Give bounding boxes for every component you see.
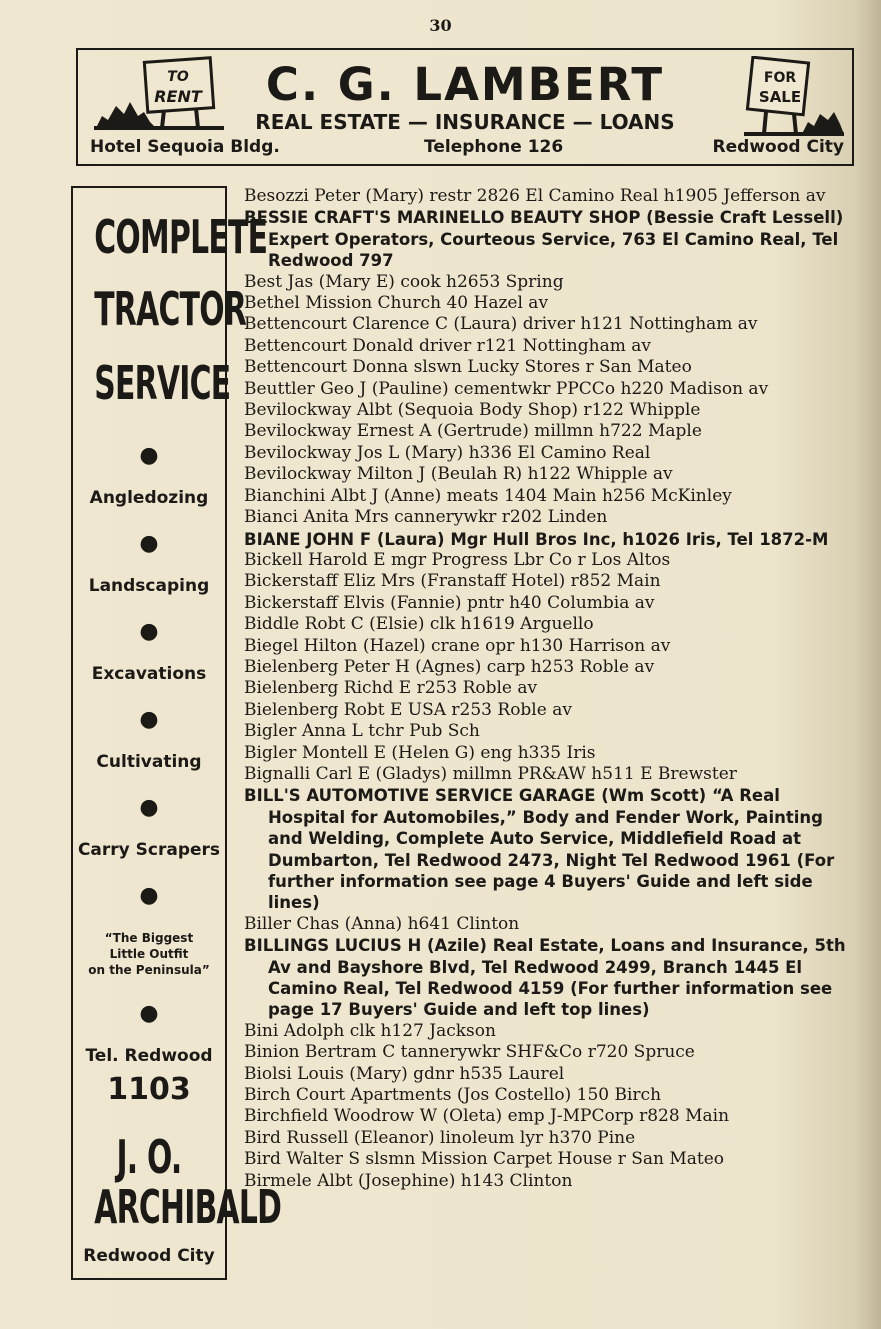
directory-entry: Biddle Robt C (Elsie) clk h1619 Arguello	[244, 614, 594, 635]
for-sale-sign-icon	[744, 56, 844, 138]
directory-entry: BILL'S AUTOMOTIVE SERVICE GARAGE (Wm Scott) “A Real Hospital for Automobiles,” Body and Fender Work, Painting and Welding, Complete Auto Service, Middlefield Road at Dumbarton, Tel Redwood 2473, Night Tel Redwood 1961 (For further information see page 4 Buyers' Guide and left side lines)	[244, 786, 835, 913]
ad-telephone: Telephone 126	[424, 137, 564, 157]
directory-entry: Birchfield Woodrow W (Oleta) emp J-MPCorp r828 Main	[244, 1106, 730, 1127]
directory-entry: Bickerstaff Eliz Mrs (Franstaff Hotel) r852 Main	[244, 571, 661, 592]
side-name-1: J. O.	[116, 1130, 182, 1184]
sign-right-line2: SALE	[758, 88, 802, 106]
sign-left-line1: TO	[167, 69, 189, 85]
directory-entry: Bevilockway Milton J (Beulah R) h122 Whipple av	[244, 464, 673, 485]
directory-entry: Birch Court Apartments (Jos Costello) 150 Birch	[244, 1085, 662, 1106]
bullet-icon: ●	[139, 619, 159, 644]
directory-listings	[244, 186, 854, 1192]
directory-entry: Bianchini Albt J (Anne) meats 1404 Main h256 McKinley	[244, 485, 732, 506]
directory-entry: Bird Walter S slsmn Mission Carpet House r San Mateo	[244, 1149, 725, 1170]
directory-entry: Biolsi Louis (Mary) gdnr h535 Laurel	[244, 1063, 565, 1084]
page-number: 30	[429, 16, 452, 35]
directory-entry: Bevilockway Ernest A (Gertrude) millmn h722 Maple	[244, 421, 702, 442]
directory-entry: Bettencourt Donald driver r121 Nottingham av	[244, 335, 651, 356]
side-name-2: ARCHIBALD	[94, 1180, 282, 1234]
directory-entry: Bini Adolph clk h127 Jackson	[244, 1020, 496, 1041]
lambert-header-ad	[76, 48, 854, 166]
directory-entry: Bevilockway Jos L (Mary) h336 El Camino Real	[244, 442, 651, 463]
side-quote-line: Little Outfit	[109, 947, 189, 961]
side-tel-number: 1103	[107, 1072, 191, 1107]
bullet-icon: ●	[139, 795, 159, 820]
side-headline-3: SERVICE	[94, 356, 231, 410]
directory-entry: Bielenberg Robt E USA r253 Roble av	[244, 699, 572, 720]
side-quote-line: “The Biggest	[104, 931, 194, 945]
side-quote-line: on the Peninsula”	[88, 963, 210, 977]
directory-entry: Bickell Harold E mgr Progress Lbr Co r Los Altos	[244, 549, 671, 570]
service-item: Landscaping	[88, 576, 210, 596]
ad-title: C. G. LAMBERT	[265, 58, 665, 111]
side-tel-label: Tel. Redwood	[85, 1046, 213, 1066]
service-item: Carry Scrapers	[77, 840, 221, 860]
directory-entry: Bielenberg Richd E r253 Roble av	[244, 678, 538, 699]
directory-entry: Best Jas (Mary E) cook h2653 Spring	[244, 271, 564, 292]
bullet-icon: ●	[139, 443, 159, 468]
directory-entry: Bignalli Carl E (Gladys) millmn PR&AW h511 E Brewster	[244, 763, 737, 784]
bullet-icon: ●	[139, 1001, 159, 1026]
side-city: Redwood City	[83, 1246, 215, 1266]
ad-subtitle: REAL ESTATE — INSURANCE — LOANS	[255, 110, 675, 134]
service-item: Excavations	[91, 664, 207, 684]
ad-address: Hotel Sequoia Bldg.	[90, 137, 280, 157]
directory-entry: Biegel Hilton (Hazel) crane opr h130 Harrison av	[244, 635, 671, 656]
sign-right-line1: FOR	[763, 70, 797, 86]
ad-city: Redwood City	[712, 137, 844, 157]
directory-entry: Bevilockway Albt (Sequoia Body Shop) r122 Whipple	[244, 400, 701, 421]
directory-entry: Bettencourt Donna slswn Lucky Stores r San Mateo	[244, 357, 692, 378]
directory-entry: Bettencourt Clarence C (Laura) driver h121 Nottingham av	[244, 314, 758, 335]
directory-entry: Bielenberg Peter H (Agnes) carp h253 Roble av	[244, 656, 655, 677]
side-headline-2: TRACTOR	[94, 282, 247, 336]
directory-entry: Birmele Albt (Josephine) h143 Clinton	[244, 1170, 573, 1191]
archibald-side-ad	[71, 186, 282, 1280]
directory-entry: BILLINGS LUCIUS H (Azile) Real Estate, Loans and Insurance, 5th Av and Bayshore Blvd, Tel Redwood 2499, Branch 1445 El Camino Real, Tel Redwood 4159 (For further information see page 17 Buyers' Guide and left top lines)	[244, 936, 846, 1020]
side-headline-1: COMPLETE	[94, 210, 268, 264]
directory-entry: Beuttler Geo J (Pauline) cementwkr PPCCo h220 Madison av	[244, 378, 769, 399]
directory-entry: Bigler Anna L tchr Pub Sch	[244, 721, 480, 742]
directory-entry: BIANE JOHN F (Laura) Mgr Hull Bros Inc, h1026 Iris, Tel 1872-M	[244, 529, 829, 549]
directory-entry: Bethel Mission Church 40 Hazel av	[244, 293, 549, 314]
directory-entry: Bickerstaff Elvis (Fannie) pntr h40 Columbia av	[244, 592, 655, 613]
service-item: Cultivating	[96, 752, 202, 772]
directory-entry: Bird Russell (Eleanor) linoleum lyr h370 Pine	[244, 1127, 636, 1148]
directory-entry: Bianci Anita Mrs cannerywkr r202 Linden	[244, 507, 608, 528]
bullet-icon: ●	[139, 707, 159, 732]
bullet-icon: ●	[139, 531, 159, 556]
directory-entry: Bigler Montell E (Helen G) eng h335 Iris	[244, 742, 596, 763]
directory-entry: Binion Bertram C tannerywkr SHF&Co r720 Spruce	[244, 1042, 695, 1063]
directory-entry: Besozzi Peter (Mary) restr 2826 El Camino Real h1905 Jefferson av	[244, 186, 826, 206]
sign-left-line2: RENT	[154, 87, 202, 106]
bullet-icon: ●	[139, 883, 159, 908]
directory-entry: Biller Chas (Anna) h641 Clinton	[244, 913, 520, 934]
directory-entry: BESSIE CRAFT'S MARINELLO BEAUTY SHOP (Bessie Craft Lessell) Expert Operators, Courteous Service, 763 El Camino Real, Tel Redwood 797	[244, 208, 844, 271]
service-item: Angledozing	[89, 488, 209, 508]
